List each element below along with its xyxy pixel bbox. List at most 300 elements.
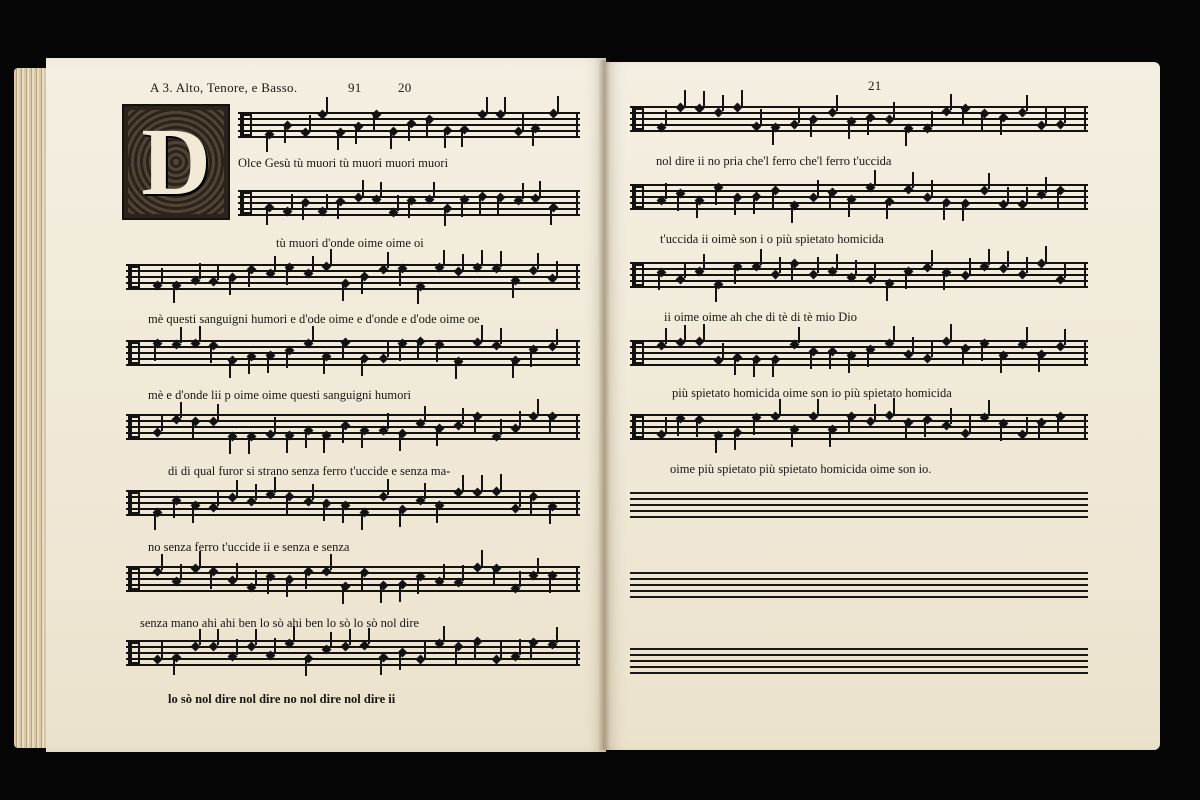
note-stem — [684, 262, 686, 278]
note-stem — [342, 427, 344, 443]
note-stem — [399, 435, 401, 451]
left-staff-2 — [238, 190, 580, 216]
note-stem — [943, 204, 945, 220]
note-stem — [760, 109, 762, 125]
note-stem — [330, 554, 332, 570]
note-stem — [305, 660, 307, 676]
staff-line — [126, 578, 580, 580]
note-stem — [512, 362, 514, 378]
note-stem — [1007, 251, 1009, 267]
note-stem — [1026, 257, 1028, 273]
note-stem — [684, 90, 686, 106]
note-stem — [1026, 187, 1028, 203]
note-stem — [474, 418, 476, 434]
note-stem — [236, 563, 238, 579]
note-stem — [893, 326, 895, 342]
note-stem — [512, 282, 514, 298]
note-stem — [361, 432, 363, 448]
staff-line — [126, 270, 580, 272]
bar-line — [576, 190, 578, 216]
note-stem — [500, 328, 502, 344]
note-stem — [931, 341, 933, 357]
note-stem — [461, 131, 463, 147]
page-edges — [14, 68, 48, 748]
note-stem — [461, 201, 463, 217]
note-stem — [192, 423, 194, 439]
note-stem — [549, 577, 551, 593]
right-lyric-5: oime più spietato più spietato homicida oime son io. — [670, 462, 932, 476]
staff-line — [238, 190, 580, 192]
staff-line — [630, 648, 1088, 650]
note-stem — [665, 183, 667, 199]
note-stem — [1045, 246, 1047, 262]
note-stem — [199, 326, 201, 342]
note-stem — [361, 360, 363, 376]
note-stem — [326, 97, 328, 113]
note-stem — [1057, 418, 1059, 434]
left-lyric-8: lo sò nol dire nol dire no nol dire nol dire ii — [168, 692, 396, 706]
left-staff-5 — [126, 414, 580, 440]
note-stem — [943, 274, 945, 290]
note-stem — [753, 419, 755, 435]
left-lyric-7: senza mano ahi ahi ben lo sò ahi ben lo sò lo sò nol dire — [140, 616, 420, 630]
clef-icon — [240, 114, 252, 136]
left-lyric-6: no senza ferro t'uccide ii e senza e senza — [148, 540, 350, 554]
note-stem — [722, 343, 724, 359]
note-stem — [443, 626, 445, 642]
bar-line — [576, 340, 578, 366]
left-staff-3 — [126, 264, 580, 290]
note-stem — [1045, 108, 1047, 124]
note-stem — [399, 345, 401, 361]
note-stem — [1064, 329, 1066, 345]
note-stem — [772, 129, 774, 145]
note-stem — [286, 437, 288, 453]
left-staff-8 — [126, 640, 580, 666]
note-stem — [337, 134, 339, 150]
note-stem — [522, 183, 524, 199]
note-stem — [309, 115, 311, 131]
staff-line — [238, 112, 580, 114]
note-stem — [905, 130, 907, 146]
staff-line — [630, 590, 1088, 592]
staff-line — [630, 504, 1088, 506]
note-stem — [696, 421, 698, 437]
left-page-number-b: 20 — [398, 80, 412, 95]
staff-line — [126, 414, 580, 416]
note-stem — [791, 265, 793, 281]
note-stem — [349, 629, 351, 645]
note-stem — [380, 659, 382, 675]
left-staff-7 — [126, 566, 580, 592]
staff-line — [630, 124, 1088, 126]
note-stem — [504, 97, 506, 113]
staff-line — [126, 438, 580, 440]
clef-icon — [632, 342, 644, 364]
note-stem — [302, 204, 304, 220]
note-stem — [217, 404, 219, 420]
note-stem — [1026, 327, 1028, 343]
note-stem — [266, 136, 268, 152]
note-stem — [817, 180, 819, 196]
left-page-header: A 3. Alto, Tenore, e Basso. — [150, 80, 298, 95]
note-stem — [236, 480, 238, 496]
note-stem — [500, 474, 502, 490]
note-stem — [530, 498, 532, 514]
note-stem — [161, 642, 163, 658]
note-stem — [886, 203, 888, 219]
note-stem — [1057, 192, 1059, 208]
note-stem — [286, 498, 288, 514]
bar-line — [1084, 414, 1086, 440]
note-stem — [798, 107, 800, 123]
note-stem — [665, 110, 667, 126]
note-stem — [848, 123, 850, 139]
note-stem — [665, 328, 667, 344]
note-stem — [455, 648, 457, 664]
note-stem — [905, 273, 907, 289]
note-stem — [342, 285, 344, 301]
note-stem — [962, 110, 964, 126]
note-stem — [988, 400, 990, 416]
clef-icon — [632, 186, 644, 208]
right-page-number: 21 — [868, 78, 882, 93]
note-stem — [537, 253, 539, 269]
staff-line — [630, 262, 1088, 264]
note-stem — [337, 203, 339, 219]
note-stem — [417, 343, 419, 359]
bar-line — [576, 640, 578, 666]
note-stem — [715, 189, 717, 205]
right-staff-3 — [630, 262, 1088, 288]
note-stem — [684, 325, 686, 341]
staff-line — [126, 490, 580, 492]
note-stem — [408, 202, 410, 218]
bar-line — [576, 490, 578, 516]
note-stem — [312, 326, 314, 342]
note-stem — [556, 627, 558, 643]
left-staff-6 — [126, 490, 580, 516]
note-stem — [426, 121, 428, 137]
note-stem — [519, 639, 521, 655]
note-stem — [229, 438, 231, 454]
bar-line — [576, 264, 578, 290]
note-stem — [330, 632, 332, 648]
note-stem — [266, 209, 268, 225]
note-stem — [180, 327, 182, 343]
note-stem — [248, 271, 250, 287]
note-stem — [772, 361, 774, 377]
note-stem — [715, 437, 717, 453]
staff-line — [630, 184, 1088, 186]
note-stem — [210, 573, 212, 589]
note-stem — [217, 264, 219, 280]
note-stem — [829, 353, 831, 369]
note-stem — [291, 194, 293, 210]
note-stem — [330, 249, 332, 265]
note-stem — [286, 581, 288, 597]
note-stem — [462, 254, 464, 270]
note-stem — [817, 399, 819, 415]
note-stem — [444, 132, 446, 148]
note-stem — [210, 347, 212, 363]
right-lyric-1: nol dire ii no pria che'l ferro che'l ferro t'uccida — [656, 154, 892, 168]
note-stem — [436, 507, 438, 523]
note-stem — [848, 201, 850, 217]
note-stem — [734, 268, 736, 284]
note-stem — [924, 421, 926, 437]
note-stem — [874, 170, 876, 186]
note-stem — [173, 287, 175, 303]
note-stem — [229, 362, 231, 378]
note-stem — [248, 358, 250, 374]
note-stem — [462, 565, 464, 581]
staff-line — [630, 672, 1088, 674]
clef-icon — [128, 492, 140, 514]
staff-line — [630, 572, 1088, 574]
staff-line — [630, 654, 1088, 656]
note-stem — [399, 586, 401, 602]
left-lyric-1: Olce Gesù tù muori tù muori muori muori — [238, 156, 449, 170]
right-staff-5 — [630, 414, 1088, 440]
note-stem — [962, 205, 964, 221]
note-stem — [436, 430, 438, 446]
note-stem — [734, 199, 736, 215]
note-stem — [829, 194, 831, 210]
decorated-initial-d — [122, 104, 230, 220]
note-stem — [715, 286, 717, 302]
clef-icon — [128, 416, 140, 438]
note-stem — [753, 198, 755, 214]
clef-icon — [632, 108, 644, 130]
note-stem — [1038, 424, 1040, 440]
note-stem — [1045, 177, 1047, 193]
note-stem — [734, 434, 736, 450]
note-stem — [199, 263, 201, 279]
staff-line — [630, 358, 1088, 360]
note-stem — [380, 182, 382, 198]
right-blank-staff-3 — [630, 648, 1088, 674]
note-stem — [312, 484, 314, 500]
note-stem — [539, 181, 541, 197]
note-stem — [1000, 119, 1002, 135]
note-stem — [424, 483, 426, 499]
note-stem — [779, 399, 781, 415]
note-stem — [399, 654, 401, 670]
note-stem — [703, 254, 705, 270]
note-stem — [867, 119, 869, 135]
note-stem — [500, 251, 502, 267]
note-stem — [1026, 95, 1028, 111]
note-stem — [874, 404, 876, 420]
staff-line — [630, 280, 1088, 282]
right-lyric-2: t'uccida ii oimè son i o più spietato homicida — [660, 232, 884, 246]
note-stem — [1007, 187, 1009, 203]
bar-line — [1084, 340, 1086, 366]
note-stem — [326, 194, 328, 210]
note-stem — [355, 128, 357, 144]
note-stem — [180, 564, 182, 580]
note-stem — [1038, 356, 1040, 372]
staff-line — [126, 432, 580, 434]
note-stem — [399, 511, 401, 527]
note-stem — [519, 411, 521, 427]
note-stem — [912, 337, 914, 353]
staff-line — [126, 664, 580, 666]
note-stem — [722, 95, 724, 111]
note-stem — [950, 94, 952, 110]
note-stem — [791, 431, 793, 447]
bar-line — [576, 112, 578, 138]
note-stem — [486, 97, 488, 113]
note-stem — [931, 111, 933, 127]
note-stem — [556, 329, 558, 345]
staff-line — [630, 510, 1088, 512]
right-lyric-4: più spietato homicida oime son io più spietato homicida — [672, 386, 952, 400]
staff-line — [630, 438, 1088, 440]
note-stem — [848, 357, 850, 373]
bar-line — [576, 414, 578, 440]
note-stem — [703, 324, 705, 340]
left-page-number-a: 91 — [348, 80, 362, 95]
note-stem — [180, 402, 182, 418]
left-staff-4 — [126, 340, 580, 366]
note-stem — [1064, 262, 1066, 278]
note-stem — [173, 502, 175, 518]
note-stem — [361, 574, 363, 590]
note-stem — [905, 424, 907, 440]
note-stem — [500, 642, 502, 658]
note-stem — [462, 408, 464, 424]
note-stem — [981, 115, 983, 131]
note-stem — [1000, 425, 1002, 441]
clef-icon — [128, 642, 140, 664]
note-stem — [342, 507, 344, 523]
note-stem — [424, 642, 426, 658]
note-stem — [161, 554, 163, 570]
clef-icon — [128, 568, 140, 590]
note-stem — [772, 192, 774, 208]
note-stem — [286, 352, 288, 368]
note-stem — [532, 130, 534, 146]
staff-line — [630, 208, 1088, 210]
staff-line — [630, 596, 1088, 598]
staff-line — [630, 516, 1088, 518]
note-stem — [912, 172, 914, 188]
right-blank-staff-1 — [630, 492, 1088, 518]
note-stem — [361, 278, 363, 294]
note-stem — [255, 570, 257, 586]
note-stem — [397, 195, 399, 211]
note-stem — [810, 353, 812, 369]
note-stem — [519, 491, 521, 507]
note-stem — [323, 358, 325, 374]
note-stem — [931, 250, 933, 266]
bar-line — [1084, 184, 1086, 210]
note-stem — [274, 417, 276, 433]
note-stem — [988, 249, 990, 265]
note-stem — [855, 260, 857, 276]
clef-icon — [632, 264, 644, 286]
note-stem — [462, 475, 464, 491]
note-stem — [387, 479, 389, 495]
note-stem — [342, 344, 344, 360]
clef-icon — [240, 192, 252, 214]
note-stem — [199, 629, 201, 645]
note-stem — [267, 578, 269, 594]
note-stem — [286, 269, 288, 285]
note-stem — [522, 114, 524, 130]
note-stem — [836, 254, 838, 270]
bar-line — [576, 566, 578, 592]
note-stem — [537, 558, 539, 574]
note-stem — [229, 279, 231, 295]
bar-line — [1084, 262, 1086, 288]
staff-line — [630, 666, 1088, 668]
note-stem — [154, 345, 156, 361]
staff-line — [630, 130, 1088, 132]
note-stem — [390, 133, 392, 149]
note-stem — [962, 350, 964, 366]
staff-line — [630, 492, 1088, 494]
note-stem — [474, 643, 476, 659]
note-stem — [323, 505, 325, 521]
note-stem — [1026, 417, 1028, 433]
staff-line — [630, 578, 1088, 580]
note-stem — [248, 438, 250, 454]
note-stem — [284, 127, 286, 143]
note-stem — [753, 361, 755, 377]
note-stem — [836, 95, 838, 111]
clef-icon — [128, 342, 140, 364]
note-stem — [696, 202, 698, 218]
note-stem — [556, 261, 558, 277]
note-stem — [886, 285, 888, 301]
note-stem — [481, 550, 483, 566]
note-stem — [424, 406, 426, 422]
note-stem — [444, 210, 446, 226]
note-stem — [810, 121, 812, 137]
note-stem — [274, 256, 276, 272]
note-stem — [829, 431, 831, 447]
note-stem — [305, 432, 307, 448]
note-stem — [500, 419, 502, 435]
staff-line — [630, 364, 1088, 366]
note-stem — [274, 638, 276, 654]
note-stem — [436, 346, 438, 362]
note-stem — [408, 125, 410, 141]
note-stem — [236, 639, 238, 655]
note-stem — [455, 363, 457, 379]
note-stem — [267, 357, 269, 373]
note-stem — [867, 351, 869, 367]
book-gutter — [598, 60, 610, 750]
note-stem — [443, 250, 445, 266]
note-stem — [387, 413, 389, 429]
note-stem — [361, 514, 363, 530]
right-staff-4 — [630, 340, 1088, 366]
note-stem — [950, 408, 952, 424]
note-stem — [988, 173, 990, 189]
note-stem — [550, 209, 552, 225]
right-staff-2 — [630, 184, 1088, 210]
note-stem — [217, 629, 219, 645]
note-stem — [798, 327, 800, 343]
note-stem — [537, 399, 539, 415]
note-stem — [380, 587, 382, 603]
note-stem — [274, 477, 276, 493]
note-stem — [549, 508, 551, 524]
